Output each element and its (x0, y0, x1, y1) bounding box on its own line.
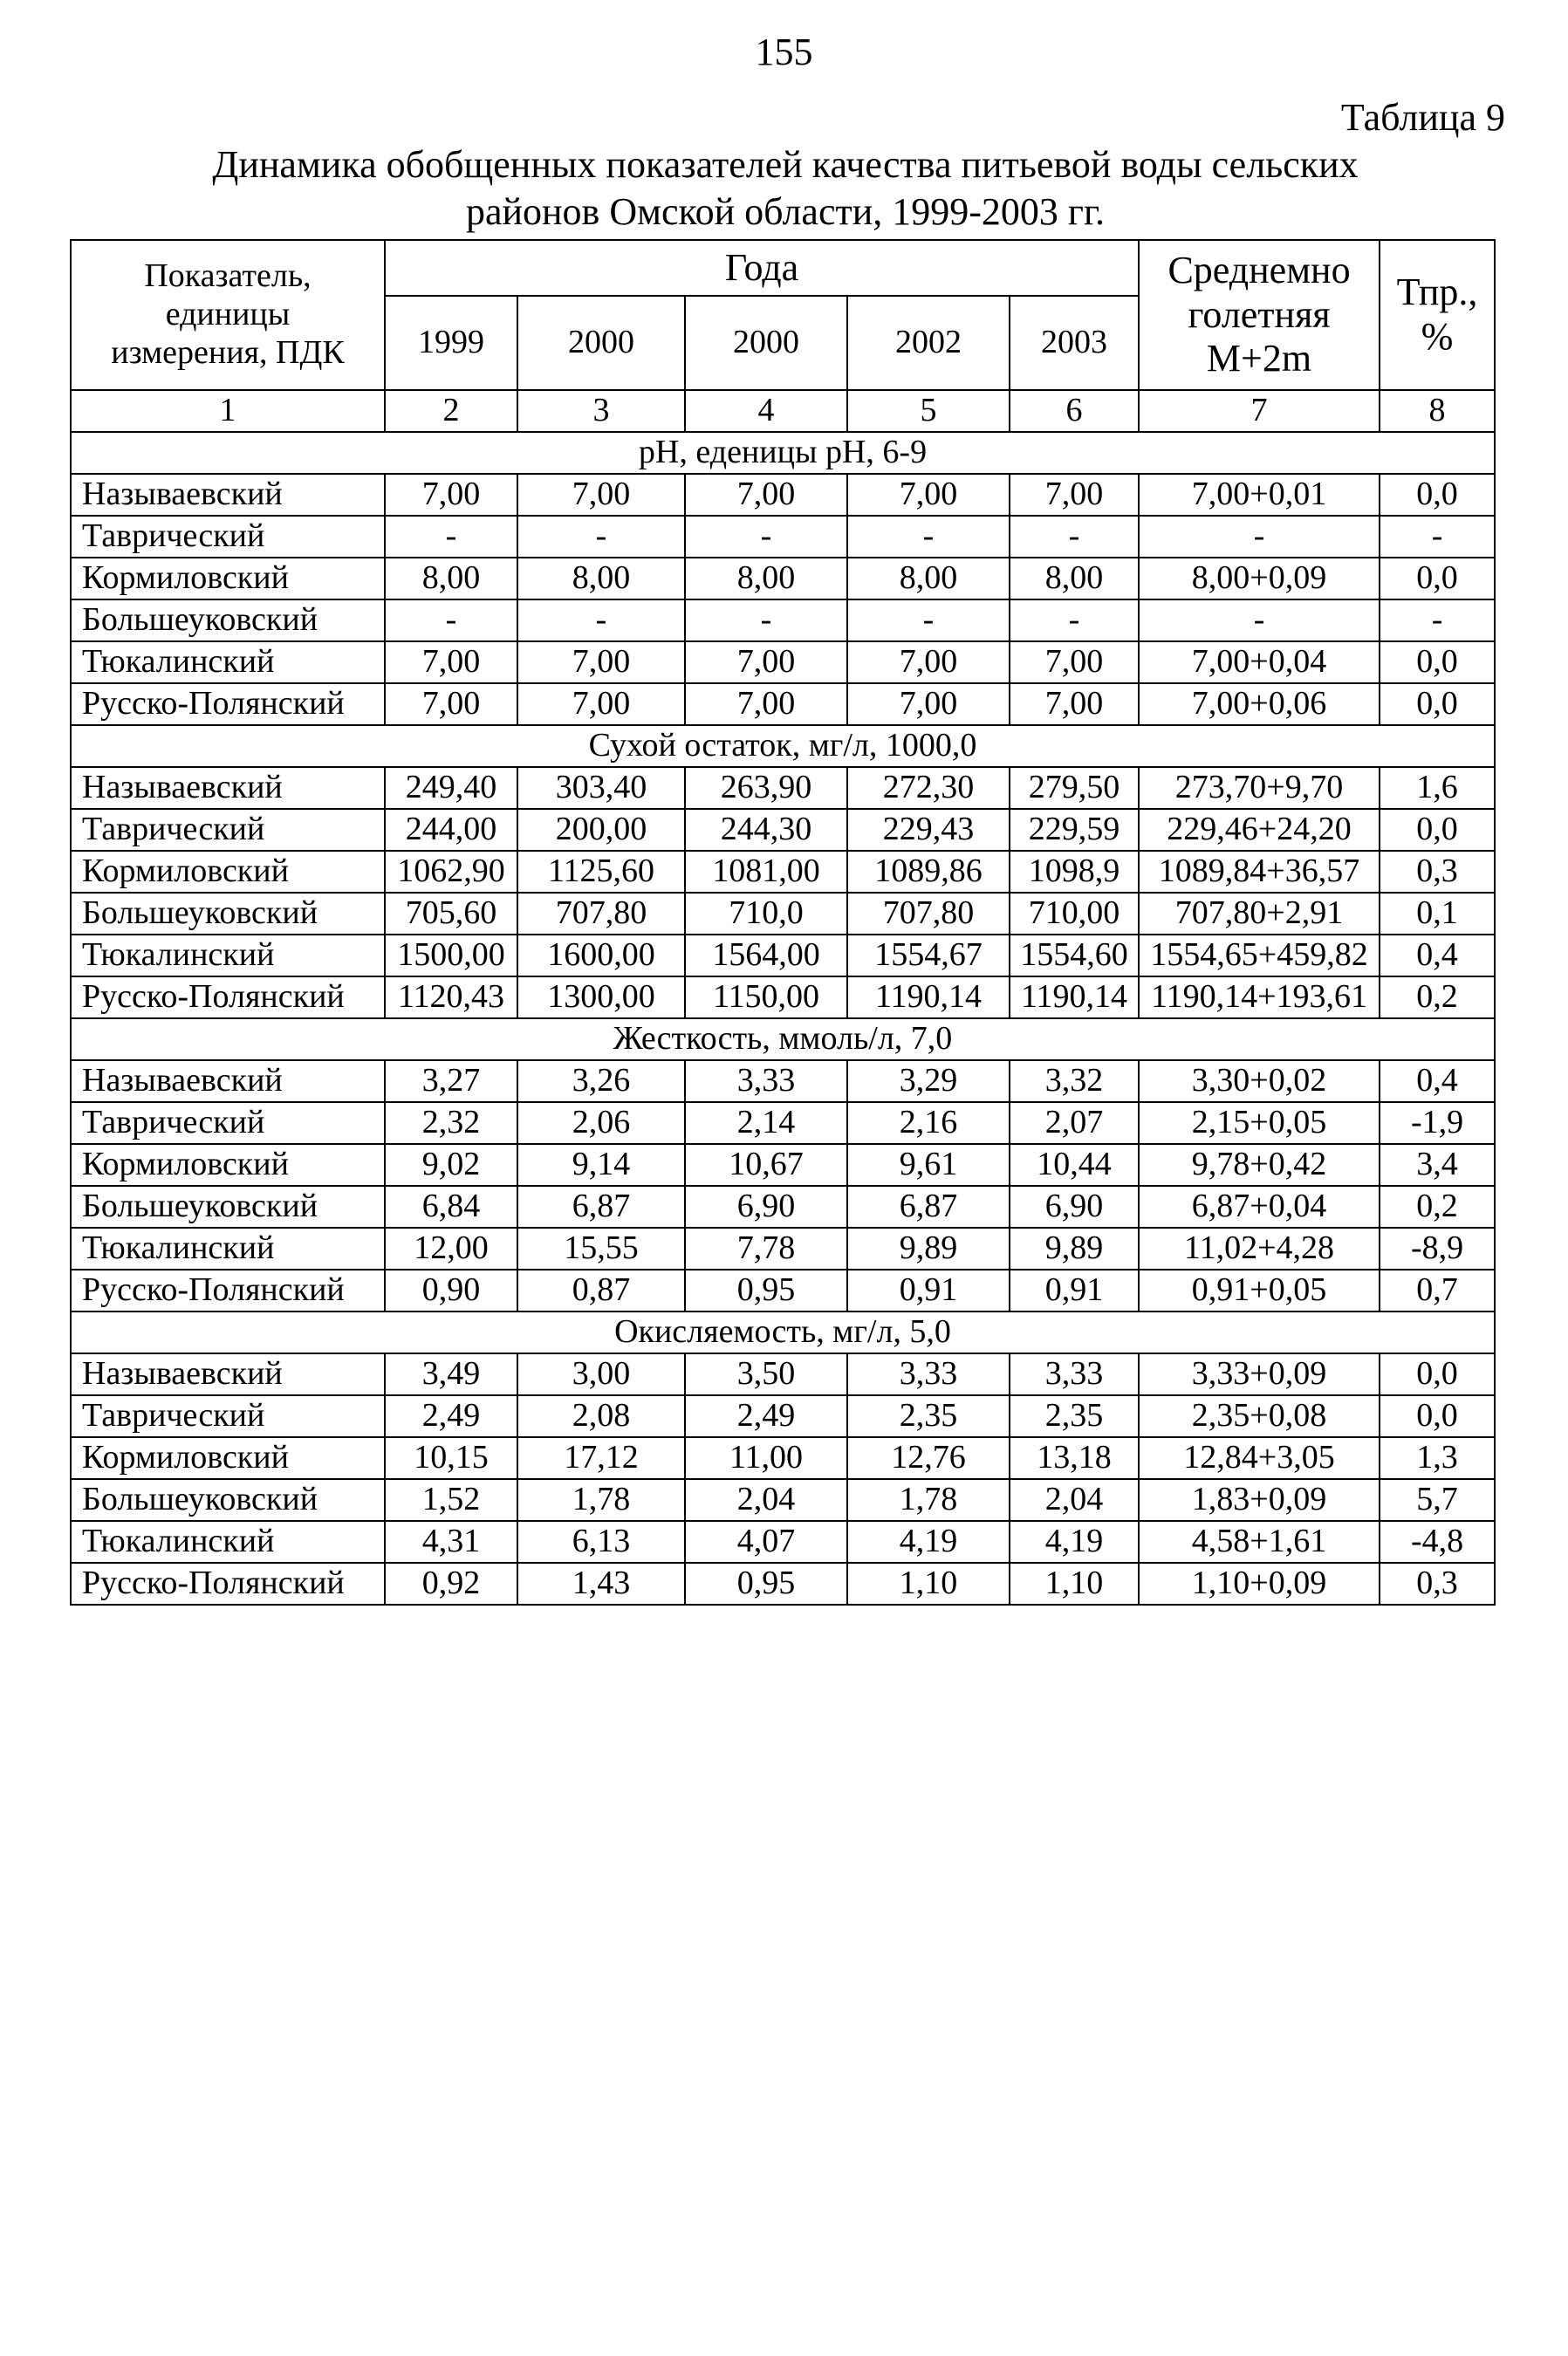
header-mean-line-2: голетняя (1188, 292, 1331, 336)
mean-value-cell: - (1139, 599, 1380, 641)
tpr-value-cell: 1,6 (1380, 767, 1495, 809)
year-value-cell: 7,00 (685, 474, 847, 516)
year-value-cell: 272,30 (847, 767, 1010, 809)
year-value-cell: 10,15 (385, 1437, 517, 1479)
tpr-value-cell: 0,1 (1380, 893, 1495, 935)
header-year: 2000 (517, 296, 685, 390)
mean-value-cell: 7,00+0,01 (1139, 474, 1380, 516)
tpr-value-cell: 0,0 (1380, 1353, 1495, 1395)
year-value-cell: 9,02 (385, 1144, 517, 1186)
year-value-cell: 244,30 (685, 809, 847, 851)
mean-value-cell: 3,30+0,02 (1139, 1060, 1380, 1102)
year-value-cell: - (847, 599, 1010, 641)
year-value-cell: - (685, 516, 847, 558)
table-row (71, 851, 1495, 893)
year-value-cell: 4,31 (385, 1521, 517, 1563)
year-value-cell: 6,87 (517, 1186, 685, 1228)
mean-value-cell: 6,87+0,04 (1139, 1186, 1380, 1228)
tpr-value-cell: -1,9 (1380, 1102, 1495, 1144)
year-value-cell: 7,00 (685, 683, 847, 725)
header-years-group: Года (385, 240, 1139, 296)
table-row (71, 1521, 1495, 1563)
year-value-cell: 1,10 (1010, 1563, 1139, 1605)
district-name: Называевский (71, 1060, 385, 1102)
year-value-cell: 2,06 (517, 1102, 685, 1144)
tpr-value-cell: -4,8 (1380, 1521, 1495, 1563)
year-value-cell: 6,87 (847, 1186, 1010, 1228)
year-value-cell: 2,35 (1010, 1395, 1139, 1437)
header-tpr (1380, 240, 1495, 390)
year-value-cell: 2,49 (685, 1395, 847, 1437)
tpr-value-cell: 0,3 (1380, 1563, 1495, 1605)
year-value-cell: - (685, 599, 847, 641)
header-mean-line-3: М+2m (1206, 337, 1312, 380)
header-year: 2002 (847, 296, 1010, 390)
year-value-cell: 6,90 (1010, 1186, 1139, 1228)
mean-value-cell: 1,10+0,09 (1139, 1563, 1380, 1605)
year-value-cell: - (385, 599, 517, 641)
mean-value-cell: 7,00+0,04 (1139, 641, 1380, 683)
district-name: Таврический (71, 1102, 385, 1144)
district-name: Русско-Полянский (71, 976, 385, 1018)
column-number-row (71, 390, 1495, 432)
tpr-value-cell: - (1380, 516, 1495, 558)
district-name: Называевский (71, 767, 385, 809)
year-value-cell: 4,07 (685, 1521, 847, 1563)
year-value-cell: 7,00 (847, 683, 1010, 725)
year-value-cell: - (517, 516, 685, 558)
district-name: Кормиловский (71, 851, 385, 893)
header-tpr-line-2: % (1421, 315, 1454, 358)
mean-value-cell: 12,84+3,05 (1139, 1437, 1380, 1479)
year-value-cell: 6,90 (685, 1186, 847, 1228)
header-year: 2000 (685, 296, 847, 390)
table-row (71, 976, 1495, 1018)
mean-value-cell: 4,58+1,61 (1139, 1521, 1380, 1563)
year-value-cell: 9,14 (517, 1144, 685, 1186)
header-indicator-line-2: единицы (165, 296, 291, 333)
table-row (71, 1060, 1495, 1102)
mean-value-cell: 8,00+0,09 (1139, 558, 1380, 599)
year-value-cell: 8,00 (847, 558, 1010, 599)
year-value-cell: - (1010, 516, 1139, 558)
year-value-cell: 2,14 (685, 1102, 847, 1144)
year-value-cell: 0,91 (1010, 1270, 1139, 1312)
year-value-cell: 0,92 (385, 1563, 517, 1605)
tpr-value-cell: 1,3 (1380, 1437, 1495, 1479)
year-value-cell: 1190,14 (1010, 976, 1139, 1018)
year-value-cell: 1554,67 (847, 935, 1010, 976)
year-value-cell: 7,00 (1010, 683, 1139, 725)
table-body (71, 390, 1495, 1605)
section-title: Жесткость, ммоль/л, 7,0 (71, 1018, 1495, 1060)
tpr-value-cell: 0,4 (1380, 935, 1495, 976)
year-value-cell: 3,49 (385, 1353, 517, 1395)
table-row (71, 516, 1495, 558)
year-value-cell: 229,59 (1010, 809, 1139, 851)
year-value-cell: 9,61 (847, 1144, 1010, 1186)
year-value-cell: 1300,00 (517, 976, 685, 1018)
year-value-cell: 17,12 (517, 1437, 685, 1479)
year-value-cell: 2,35 (847, 1395, 1010, 1437)
year-value-cell: 710,00 (1010, 893, 1139, 935)
year-value-cell: 3,32 (1010, 1060, 1139, 1102)
section-header-row (71, 1018, 1495, 1060)
district-name: Русско-Полянский (71, 1270, 385, 1312)
column-number: 4 (685, 390, 847, 432)
page-number: 155 (755, 31, 813, 73)
section-header-row (71, 1312, 1495, 1353)
year-value-cell: 7,00 (385, 641, 517, 683)
year-value-cell: 8,00 (685, 558, 847, 599)
mean-value-cell: 707,80+2,91 (1139, 893, 1380, 935)
table-row (71, 935, 1495, 976)
tpr-value-cell: 0,4 (1380, 1060, 1495, 1102)
header-indicator-line-3: измерения, ПДК (111, 333, 345, 371)
district-name: Называевский (71, 474, 385, 516)
mean-value-cell: 1190,14+193,61 (1139, 976, 1380, 1018)
year-value-cell: 7,00 (847, 474, 1010, 516)
table-row (71, 1437, 1495, 1479)
table-title-line-1: Динамика обобщенных показателей качества питьевой воды сельских (212, 143, 1359, 186)
tpr-value-cell: 0,0 (1380, 683, 1495, 725)
section-title: Сухой остаток, мг/л, 1000,0 (71, 725, 1495, 767)
year-value-cell: 244,00 (385, 809, 517, 851)
year-value-cell: 1,10 (847, 1563, 1010, 1605)
year-value-cell: 8,00 (517, 558, 685, 599)
table-row (71, 1395, 1495, 1437)
tpr-value-cell: -8,9 (1380, 1228, 1495, 1270)
year-value-cell: 0,91 (847, 1270, 1010, 1312)
mean-value-cell: 9,78+0,42 (1139, 1144, 1380, 1186)
mean-value-cell: 273,70+9,70 (1139, 767, 1380, 809)
table-row (71, 1479, 1495, 1521)
section-title: Окисляемость, мг/л, 5,0 (71, 1312, 1495, 1353)
tpr-value-cell: - (1380, 599, 1495, 641)
table-row (71, 809, 1495, 851)
year-value-cell: 2,04 (1010, 1479, 1139, 1521)
year-value-cell: 15,55 (517, 1228, 685, 1270)
district-name: Большеуковский (71, 1186, 385, 1228)
mean-value-cell: - (1139, 516, 1380, 558)
tpr-value-cell: 0,3 (1380, 851, 1495, 893)
year-value-cell: 707,80 (517, 893, 685, 935)
year-value-cell: 2,08 (517, 1395, 685, 1437)
year-value-cell: 4,19 (847, 1521, 1010, 1563)
year-value-cell: 6,84 (385, 1186, 517, 1228)
year-value-cell: 710,0 (685, 893, 847, 935)
column-number: 1 (71, 390, 385, 432)
year-value-cell: 7,78 (685, 1228, 847, 1270)
year-value-cell: 7,00 (517, 683, 685, 725)
table-row (71, 1102, 1495, 1144)
district-name: Кормиловский (71, 558, 385, 599)
year-value-cell: 200,00 (517, 809, 685, 851)
year-value-cell: 2,07 (1010, 1102, 1139, 1144)
year-value-cell: 1564,00 (685, 935, 847, 976)
header-indicator-line-1: Показатель, (144, 257, 312, 295)
table-title-line-2: районов Омской области, 1999-2003 гг. (465, 190, 1106, 233)
mean-value-cell: 7,00+0,06 (1139, 683, 1380, 725)
section-title: рН, еденицы рН, 6-9 (71, 432, 1495, 474)
year-value-cell: 3,50 (685, 1353, 847, 1395)
year-value-cell: 2,16 (847, 1102, 1010, 1144)
table-row (71, 474, 1495, 516)
district-name: Большеуковский (71, 1479, 385, 1521)
year-value-cell: 8,00 (385, 558, 517, 599)
district-name: Большеуковский (71, 893, 385, 935)
water-quality-table (70, 239, 1496, 1606)
year-value-cell: 263,90 (685, 767, 847, 809)
year-value-cell: 7,00 (517, 474, 685, 516)
year-value-cell: 3,33 (1010, 1353, 1139, 1395)
year-value-cell: - (847, 516, 1010, 558)
year-value-cell: 1125,60 (517, 851, 685, 893)
year-value-cell: 7,00 (1010, 474, 1139, 516)
district-name: Тюкалинский (71, 1228, 385, 1270)
year-value-cell: 11,00 (685, 1437, 847, 1479)
mean-value-cell: 2,35+0,08 (1139, 1395, 1380, 1437)
year-value-cell: 4,19 (1010, 1521, 1139, 1563)
tpr-value-cell: 0,2 (1380, 976, 1495, 1018)
year-value-cell: 0,87 (517, 1270, 685, 1312)
table-row (71, 767, 1495, 809)
header-year: 2003 (1010, 296, 1139, 390)
column-number: 8 (1380, 390, 1495, 432)
header-mean-line-1: Среднемно (1167, 249, 1351, 292)
tpr-value-cell: 0,0 (1380, 641, 1495, 683)
tpr-value-cell: 3,4 (1380, 1144, 1495, 1186)
year-value-cell: 7,00 (847, 641, 1010, 683)
year-value-cell: 7,00 (685, 641, 847, 683)
tpr-value-cell: 0,2 (1380, 1186, 1495, 1228)
year-value-cell: - (385, 516, 517, 558)
section-header-row (71, 432, 1495, 474)
table-row (71, 1270, 1495, 1312)
year-value-cell: - (517, 599, 685, 641)
year-value-cell: 3,33 (847, 1353, 1010, 1395)
table-row (71, 558, 1495, 599)
tpr-value-cell: 0,0 (1380, 1395, 1495, 1437)
tpr-value-cell: 0,7 (1380, 1270, 1495, 1312)
header-year: 1999 (385, 296, 517, 390)
year-value-cell: 249,40 (385, 767, 517, 809)
district-name: Называевский (71, 1353, 385, 1395)
district-name: Тюкалинский (71, 935, 385, 976)
year-value-cell: 1062,90 (385, 851, 517, 893)
table-row (71, 1228, 1495, 1270)
table-row (71, 683, 1495, 725)
year-value-cell: 8,00 (1010, 558, 1139, 599)
year-value-cell: 7,00 (517, 641, 685, 683)
district-name: Таврический (71, 1395, 385, 1437)
year-value-cell: 3,33 (685, 1060, 847, 1102)
table-row (71, 893, 1495, 935)
mean-value-cell: 2,15+0,05 (1139, 1102, 1380, 1144)
year-value-cell: 2,49 (385, 1395, 517, 1437)
district-name: Русско-Полянский (71, 683, 385, 725)
table-title (52, 141, 1518, 236)
mean-value-cell: 229,46+24,20 (1139, 809, 1380, 851)
table-row (71, 599, 1495, 641)
table-row (71, 1563, 1495, 1605)
district-name: Большеуковский (71, 599, 385, 641)
mean-value-cell: 0,91+0,05 (1139, 1270, 1380, 1312)
district-name: Тюкалинский (71, 1521, 385, 1563)
year-value-cell: 1554,60 (1010, 935, 1139, 976)
tpr-value-cell: 0,0 (1380, 809, 1495, 851)
mean-value-cell: 1,83+0,09 (1139, 1479, 1380, 1521)
year-value-cell: 1,78 (847, 1479, 1010, 1521)
tpr-value-cell: 0,0 (1380, 474, 1495, 516)
year-value-cell: 12,00 (385, 1228, 517, 1270)
table-row (71, 1144, 1495, 1186)
year-value-cell: 2,04 (685, 1479, 847, 1521)
district-name: Таврический (71, 516, 385, 558)
year-value-cell: 7,00 (1010, 641, 1139, 683)
year-value-cell: 6,13 (517, 1521, 685, 1563)
year-value-cell: 0,90 (385, 1270, 517, 1312)
column-number: 7 (1139, 390, 1380, 432)
year-value-cell: 1120,43 (385, 976, 517, 1018)
mean-value-cell: 3,33+0,09 (1139, 1353, 1380, 1395)
year-value-cell: 1098,9 (1010, 851, 1139, 893)
header-tpr-line-1: Тпр., (1396, 271, 1478, 314)
year-value-cell: 1,52 (385, 1479, 517, 1521)
year-value-cell: - (1010, 599, 1139, 641)
header-mean (1139, 240, 1380, 390)
column-number: 3 (517, 390, 685, 432)
year-value-cell: 279,50 (1010, 767, 1139, 809)
tpr-value-cell: 5,7 (1380, 1479, 1495, 1521)
year-value-cell: 705,60 (385, 893, 517, 935)
year-value-cell: 0,95 (685, 1270, 847, 1312)
district-name: Тюкалинский (71, 641, 385, 683)
year-value-cell: 1500,00 (385, 935, 517, 976)
year-value-cell: 3,26 (517, 1060, 685, 1102)
year-value-cell: 13,18 (1010, 1437, 1139, 1479)
year-value-cell: 1150,00 (685, 976, 847, 1018)
year-value-cell: 3,27 (385, 1060, 517, 1102)
district-name: Русско-Полянский (71, 1563, 385, 1605)
year-value-cell: 3,29 (847, 1060, 1010, 1102)
column-number: 5 (847, 390, 1010, 432)
year-value-cell: 1089,86 (847, 851, 1010, 893)
year-value-cell: 707,80 (847, 893, 1010, 935)
mean-value-cell: 11,02+4,28 (1139, 1228, 1380, 1270)
table-row (71, 1186, 1495, 1228)
district-name: Таврический (71, 809, 385, 851)
year-value-cell: 1190,14 (847, 976, 1010, 1018)
table-label: Таблица 9 (1340, 96, 1505, 139)
year-value-cell: 10,44 (1010, 1144, 1139, 1186)
header-indicator (71, 240, 385, 390)
year-value-cell: 9,89 (1010, 1228, 1139, 1270)
tpr-value-cell: 0,0 (1380, 558, 1495, 599)
table-row (71, 641, 1495, 683)
mean-value-cell: 1554,65+459,82 (1139, 935, 1380, 976)
year-value-cell: 12,76 (847, 1437, 1010, 1479)
year-value-cell: 229,43 (847, 809, 1010, 851)
year-value-cell: 2,32 (385, 1102, 517, 1144)
year-value-cell: 9,89 (847, 1228, 1010, 1270)
district-name: Кормиловский (71, 1437, 385, 1479)
year-value-cell: 1081,00 (685, 851, 847, 893)
year-value-cell: 3,00 (517, 1353, 685, 1395)
year-value-cell: 1600,00 (517, 935, 685, 976)
year-value-cell: 0,95 (685, 1563, 847, 1605)
year-value-cell: 1,43 (517, 1563, 685, 1605)
year-value-cell: 7,00 (385, 683, 517, 725)
year-value-cell: 10,67 (685, 1144, 847, 1186)
column-number: 2 (385, 390, 517, 432)
year-value-cell: 7,00 (385, 474, 517, 516)
year-value-cell: 1,78 (517, 1479, 685, 1521)
mean-value-cell: 1089,84+36,57 (1139, 851, 1380, 893)
section-header-row (71, 725, 1495, 767)
table-row (71, 1353, 1495, 1395)
column-number: 6 (1010, 390, 1139, 432)
district-name: Кормиловский (71, 1144, 385, 1186)
year-value-cell: 303,40 (517, 767, 685, 809)
